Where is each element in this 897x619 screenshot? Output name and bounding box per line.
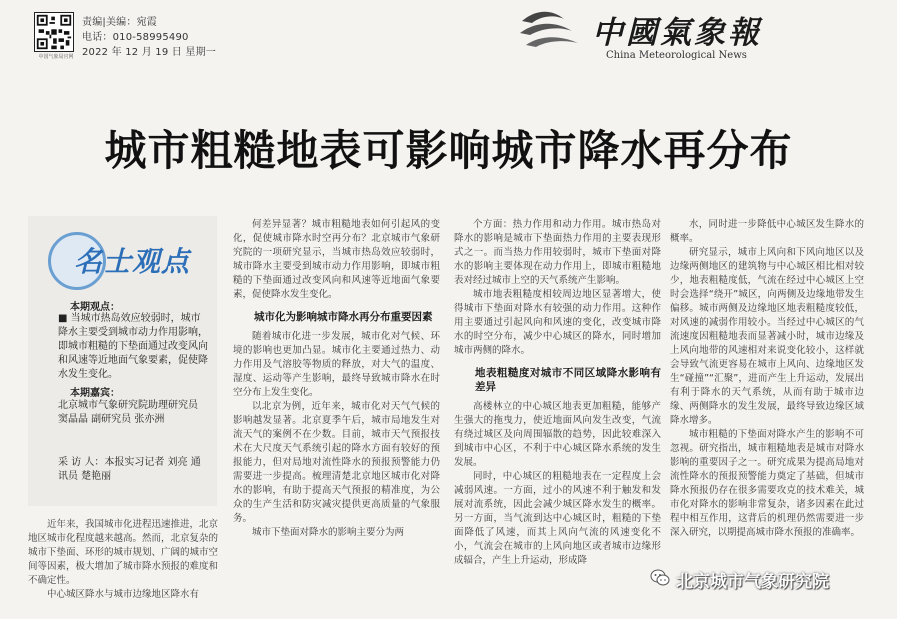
newspaper-logo: [518, 5, 868, 67]
paragraph: 研究显示，城市上风向和下风向地区以及边缘两侧地区的建筑物与中心城区相比相对较少，地表粗糙度低，气流在经过中心城区上空时会选择“绕开”城区，向两侧及边缘地带发生偏移。城市两侧及边缘地区地表粗糙度较低，对风速的减弱作用较小。当经过中心城区的气流速度因粗糙地表而显著减小时，城市边缘及上风向地带的风速相对来说变化较小，这样就会导致气流更容易在城市上风向、边缘地区发生“碰撞”“汇聚”，进而产生上升运动，发展出有利于降水的天气系统，从而有助于城市边缘、两侧降水的发生发展，最终导致边缘区域降水增多。: [670, 247, 864, 426]
paragraph: 同时，中心城区的粗糙地表在一定程度上会减弱风速。一方面，过小的风速不利于触发和发展对流系统，因此会减少城区降水发生的概率。另一方面，当气流到达中心城区时，粗糙的下垫面降低了风速，而其上风向气流的风速变化不小，气流会在城市的上风向地区或者城市边缘形成辐合，产生上升运动，形成降: [454, 471, 661, 566]
guest-text: 北京城市气象研究院助理研究员 窦晶晶 副研究员 张亦洲: [58, 400, 198, 425]
view-text: ■ 当城市热岛效应较弱时，城市降水主要受到城市动力作用影响，即城市粗糙的下垫面通过改变风向和风速等近地面气象要素，促使降水发生变化。: [58, 313, 208, 380]
qr-code-icon: [35, 13, 73, 51]
qr-caption: 中国气象局官网: [38, 54, 74, 60]
view-label: 本期观点：: [70, 302, 120, 313]
paragraph: 水，同时进一步降低中心城区发生降水的概率。: [670, 219, 864, 244]
guest-label: 本期嘉宾：: [70, 388, 120, 399]
article-headline: 城市粗糙地表可影响城市降水再分布: [104, 126, 793, 175]
qr-code: [34, 12, 74, 52]
reporter-credit: 采 访 人：本报实习记者 刘亮 通讯员 楚艳丽: [58, 457, 201, 482]
badge-text: 名士观点: [74, 245, 191, 278]
contact-phone: 电话：010-58995490: [82, 32, 189, 43]
paragraph: 以北京为例，近年来，城市化对天气气候的影响越发显著。北京夏季午后，城市局地发生对流天气的案例不在少数。目前，城市天气预报技术在大尺度天气系统引起的降水方面有较好的预报能力，但对局地对流性降水的预报预警能力仍需要进一步提高。梳理清楚北京地区城市化对降水的影响，有助于提高天气预报的精准度，为公众的生产生活和防灾减灾提供更高质量的气象服务。: [233, 401, 440, 524]
paragraph: 城市粗糙的下垫面对降水产生的影响不可忽视。研究指出，城市粗糙地表是城市对降水影响的重要因子之一。研究成果为提高局地对流性降水的预报预警能力奠定了基础，但城市降水预报仍存在很多需要攻克的技术难关，城市化对降水的影响非常复杂，诸多因素在此过程中相互作用，这背后的机理仍然需要进一步深入研究，以期提高城市降水预报的准确率。: [670, 429, 864, 538]
paragraph: 个方面：热力作用和动力作用。城市热岛对降水的影响是城市下垫面热力作用的主要表现形式之一。而当热力作用较弱时，城市下垫面对降水的影响主要体现在动力作用上，即城市粗糙地表对经过城市上空的天气系统产生影响。: [454, 219, 661, 286]
article-column-1: [28, 518, 218, 613]
paragraph: 城市地表粗糙度相较周边地区显著增大，使得城市下垫面对降水有较强的动力作用。这种作用主要通过引起风向和风速的变化，改变城市降水的时空分布，减少中心城区的降水，同时增加城市两侧的降水。: [454, 289, 661, 356]
section-subheading: 城市化为影响城市降水再分布重要因素: [254, 311, 433, 323]
paragraph: 高楼林立的中心城区地表更加粗糙，能够产生强大的拖曳力，使近地面风向发生改变，气流有绕过城区及向周围辐散的趋势，因此较难深入到城市中心区，不利于中心城区降水系统的发生发展。: [454, 401, 661, 468]
column-badge: [48, 230, 198, 292]
issue-date: 2022 年 12 月 19 日 星期一: [82, 47, 216, 58]
expert-view-sidebar: [28, 216, 217, 506]
section-subheading: 地表粗糙度对城市不同区域降水影响有差异: [475, 367, 661, 393]
article-column-3: [454, 218, 661, 613]
paragraph: 何差异显著？城市粗糙地表如何引起风的变化，促使城市降水时空再分布？北京城市气象研究院的一项研究显示，当城市热岛效应较弱时，城市降水主要受到城市动力作用影响，即城市粗糙的下垫面通过改变风向和风速等近地面气象要素，促使降水发生变化。: [233, 219, 440, 300]
editor-credit: 责编|美编：宛霞: [82, 17, 157, 28]
paragraph: 中心城区降水与城市边缘地区降水有: [47, 589, 200, 600]
article-column-4: [670, 218, 864, 613]
watermark-text: 北京城市气象研究院: [676, 572, 829, 592]
newspaper-subtitle: China Meteorological News: [606, 50, 747, 61]
paragraph: 城市下垫面对降水的影响主要分为两: [252, 527, 405, 538]
paragraph: 近年来，我国城市化进程迅速推进，北京地区城市化程度越来越高。然而，北京复杂的城市下垫面、环形的城市规划、广阔的城市空间等因素，极大增加了城市降水预报的难度和不确定性。: [28, 519, 218, 586]
article-column-2: [233, 218, 440, 613]
wind-wave-logo-icon: [518, 7, 582, 51]
wechat-watermark: [650, 566, 872, 596]
newspaper-title: 中國氣象報: [592, 15, 762, 51]
wechat-icon: [650, 568, 670, 588]
paragraph: 随着城市化进一步发展，城市化对气候、环境的影响也更加凸显。城市化主要通过热力、动力作用及气溶胶等物质的释放，对大气的温度、湿度、运动等产生影响，最终导致城市降水在时空分布上发生变化。: [233, 331, 440, 398]
